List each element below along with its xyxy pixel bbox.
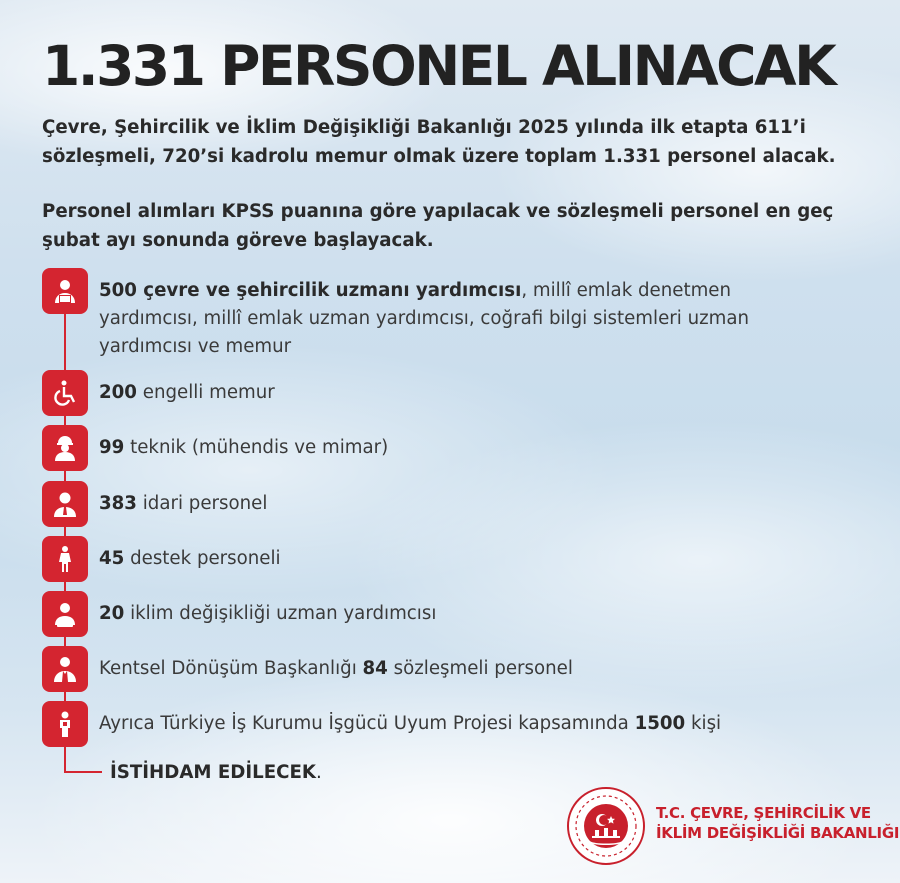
- item-description: teknik (mühendis ve mimar): [124, 437, 389, 458]
- item-description: destek personeli: [124, 548, 281, 569]
- ministry-name: [656, 803, 899, 843]
- final-statement: [110, 759, 322, 787]
- item-description: sözleşmeli personel: [387, 658, 573, 679]
- item-count: 84: [362, 658, 388, 679]
- ministry-name-line-2: İKLİM DEĞİŞİKLİĞİ BAKANLIĞI: [656, 824, 900, 842]
- worker-icon: [42, 701, 88, 747]
- ministry-name-line-1: T.C. ÇEVRE, ŞEHİRCİLİK VE: [656, 804, 871, 822]
- item-description: idari personel: [136, 493, 268, 514]
- item-description: , millî emlak denetmen yardımcısı, millî emlak uzman yardımcısı, coğrafi bilgi sistemleri uzman yardımcısı ve memur: [99, 280, 750, 357]
- ministry-seal-icon: [566, 786, 646, 866]
- intro-section: [42, 113, 862, 255]
- item-description: kişi: [685, 713, 722, 734]
- item-description: iklim değişikliği uzman yardımcısı: [124, 603, 437, 624]
- support-staff-icon: [42, 536, 88, 582]
- intro-paragraph-1: Çevre, Şehircilik ve İklim Değişikliği Bakanlığı 2025 yılında ilk etapta 611’i sözleşmeli, 720’si kadrolu memur olmak üzere toplam 1.331 personel alacak.: [42, 117, 836, 167]
- page-title: 1.331 PERSONEL ALINACAK: [42, 34, 835, 98]
- contract-staff-icon: [42, 646, 88, 692]
- item-prefix: Kentsel Dönüşüm Başkanlığı: [99, 658, 363, 679]
- climate-expert-icon: [42, 591, 88, 637]
- item-count: 45: [99, 548, 125, 569]
- administrative-icon: [42, 481, 88, 527]
- item-count: 99: [99, 437, 125, 458]
- engineer-icon: [42, 425, 88, 471]
- item-count: 20: [99, 603, 125, 624]
- item-count: 383: [99, 493, 137, 514]
- intro-paragraph-2: Personel alımları KPSS puanına göre yapılacak ve sözleşmeli personel en geç şubat ayı sonunda göreve başlayacak.: [42, 201, 834, 251]
- item-prefix: Ayrıca Türkiye İş Kurumu İşgücü Uyum Projesi kapsamında: [99, 713, 635, 734]
- item-count: 200: [99, 382, 137, 403]
- timeline-foot: [64, 771, 102, 773]
- ministry-logo: [566, 786, 646, 866]
- item-count: 500 çevre ve şehircilik uzmanı yardımcısı: [99, 280, 522, 301]
- expert-assistant-icon: [42, 268, 88, 314]
- final-bold: İSTİHDAM EDİLECEK: [110, 762, 317, 783]
- final-period: .: [316, 762, 322, 783]
- wheelchair-icon: [42, 370, 88, 416]
- item-description: engelli memur: [136, 382, 275, 403]
- item-count: 1500: [634, 713, 686, 734]
